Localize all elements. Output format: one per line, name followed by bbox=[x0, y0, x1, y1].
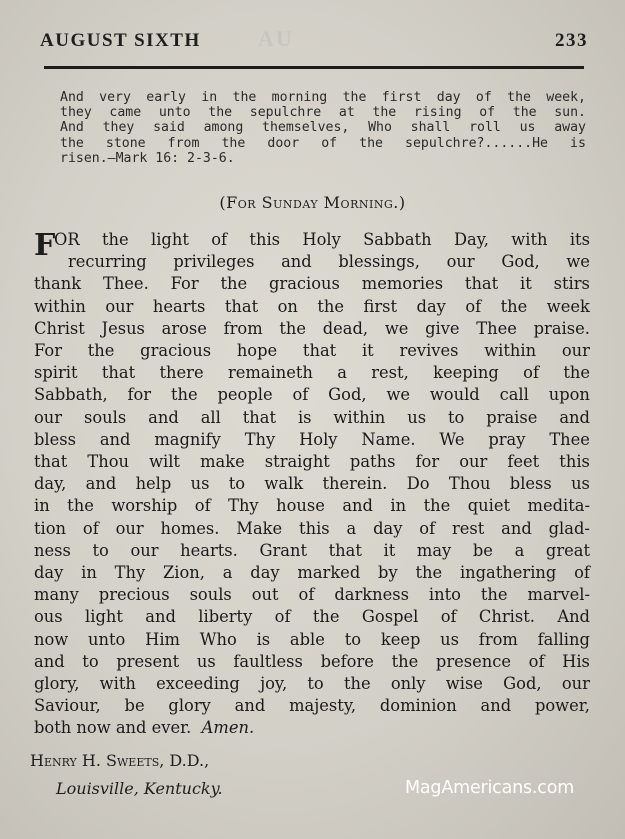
prayer-line: recurring privileges and blessings, our God, we bbox=[68, 252, 590, 272]
drop-cap: F bbox=[34, 228, 56, 263]
heading-close-paren: ) bbox=[398, 193, 406, 212]
scripture-epigraph bbox=[60, 90, 586, 166]
author-location: Louisville, Kentucky. bbox=[56, 779, 223, 798]
amen: Amen. bbox=[201, 718, 255, 738]
heading-word-for: For bbox=[226, 193, 257, 212]
prayer-line: many precious souls out of darkness into the marvel- bbox=[34, 585, 590, 605]
bleed-through-heading: AU bbox=[258, 26, 294, 51]
prayer-line bbox=[34, 717, 590, 739]
prayer-line: bless and magnify Thy Holy Name. We pray Thee bbox=[34, 429, 590, 449]
prayer-line: For the gracious hope that it revives within our bbox=[34, 341, 590, 361]
prayer-line: Christ Jesus arose from the dead, we give Thee praise. bbox=[34, 318, 590, 338]
epigraph-line: they came unto the sepulchre at the rising of the sun. bbox=[60, 105, 586, 121]
prayer-line: that Thou wilt make straight paths for our feet this bbox=[34, 452, 590, 472]
prayer-line: ness to our hearts. Grant that it may be a great bbox=[34, 540, 590, 560]
prayer-line: OR the light of this Holy Sabbath Day, with its bbox=[54, 230, 590, 249]
site-watermark: MagAmericans.com bbox=[405, 778, 575, 798]
page-number: 233 bbox=[555, 30, 588, 51]
epigraph-line: the stone from the door of the sepulchre?......He is bbox=[60, 135, 586, 151]
prayer-line: thank Thee. For the gracious memories that it stirs bbox=[34, 274, 590, 294]
bleed-through-signature bbox=[392, 749, 397, 766]
page-title: AUGUST SIXTH bbox=[40, 30, 201, 51]
author-name: Henry H. Sweets, D.D., bbox=[30, 751, 210, 770]
prayer-line: within our hearts that on the first day of the week bbox=[34, 296, 590, 316]
final-phrase: both now and ever. bbox=[34, 718, 192, 738]
prayer-line: in the worship of Thy house and in the quiet medita- bbox=[34, 496, 590, 516]
prayer-line: glory, with exceeding joy, to the only wise God, our bbox=[34, 674, 590, 694]
prayer-line: tion of our homes. Make this a day of rest and glad- bbox=[34, 518, 590, 538]
prayer-line: day, and help us to walk therein. Do Thou bless us bbox=[34, 474, 590, 494]
header-rule bbox=[44, 66, 584, 69]
epigraph-line: And very early in the morning the first day of the week, bbox=[60, 90, 586, 105]
heading-open-paren: ( bbox=[219, 193, 227, 212]
epigraph-line: risen.—Mark 16: 2-3-6. bbox=[60, 150, 235, 166]
running-head bbox=[40, 30, 588, 52]
epigraph-line: And they said among themselves, Who shall roll us away bbox=[60, 120, 586, 136]
prayer-line: our souls and all that is within us to praise and bbox=[34, 407, 590, 427]
prayer-line: Saviour, be glory and majesty, dominion and power, bbox=[34, 696, 590, 716]
prayer-heading bbox=[0, 193, 625, 212]
prayer-line: and to present us faultless before the presence of His bbox=[34, 651, 590, 671]
prayer-text bbox=[34, 229, 590, 740]
prayer-line: spirit that there remaineth a rest, keeping of the bbox=[34, 363, 590, 383]
prayer-line: ous light and liberty of the Gospel of Christ. And bbox=[34, 607, 590, 627]
prayer-line: now unto Him Who is able to keep us from falling bbox=[34, 629, 590, 649]
prayer-line: Sabbath, for the people of God, we would call upon bbox=[34, 385, 590, 405]
heading-occasion: Sunday Morning. bbox=[261, 193, 399, 212]
prayer-line: day in Thy Zion, a day marked by the ingathering of bbox=[34, 563, 590, 583]
